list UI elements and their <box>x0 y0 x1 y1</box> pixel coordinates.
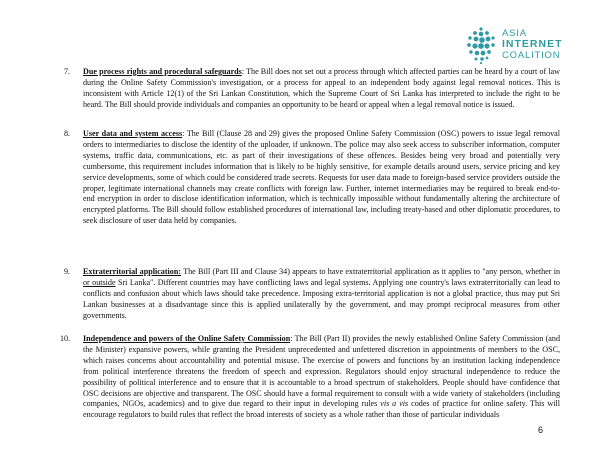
list-item-extraterritorial <box>64 267 560 322</box>
logo-word-coalition: COALITION <box>502 50 561 61</box>
item-number: 7. <box>64 67 71 76</box>
list-item-user-data <box>64 129 560 227</box>
item-body <box>83 129 560 227</box>
item-number: 8. <box>64 129 71 138</box>
logo-word-asia: ASIA <box>502 28 527 39</box>
item-number: 9. <box>64 267 71 276</box>
heading-suffix: : <box>290 334 295 343</box>
item-text-underlined: or outside <box>83 277 116 287</box>
item-text: The Bill (Clause 28 and 29) gives the proposed Online Safety Commission (OSC) powers to issue legal removal orders to intermediaries to disclose the identity of the uploader, if unknown. The police may also seek access to subscriber information, computer systems, traffic data, communications, etc. as part of their investigations of these offences. Besides being very broad and potentially very cumbersome, this requirement includes information that is likely to be highly sensitive, for example details around users, service pricing and key service developments, some of which could be considered trade secrets. Requests for user data made to foreign-based service providers outside the proper, legitimate international channels may create conflicts with foreign law. Further, internet intermediaries may be required to break end-to-end encryption in order to disclose identification information, which is technically impossible without fundamentally altering the architecture of encrypted platforms. The Bill should follow established procedures of international law, including treaty-based and other diplomatic procedures, to seek disclosure of user data held by companies. <box>83 129 560 226</box>
heading-suffix: : <box>241 67 247 76</box>
item-heading: Due process rights and procedural safeguards <box>83 67 242 76</box>
item-text: The Bill does not set out a process through which affected parties can be heard by a court of law during the Online Safety Commission's investigation, or a process for appeal to an independent body against legal removal notices. This is inconsistent with Article 12(1) of the Sri Lankan Constitution, which the Supreme Court of Sri Lanka has interpreted to include the right to be heard. The Bill should provide individuals and companies an opportunity to be heard or appeal when a legal removal notice is issued. <box>83 67 560 109</box>
item-text-after: codes of practice for online safety. This will encourage regulators to build rules that reflect the broad interests of society as a whole rather than those of particular individuals <box>83 399 560 420</box>
item-text-before: The Bill (Part III and Clause 34) appears to have extraterritorial application as it applies to "any person, whether in <box>183 267 560 276</box>
list-item-independence <box>60 334 560 421</box>
item-text-italic: vis a vis <box>380 399 409 409</box>
asia-internet-coalition-logo <box>464 24 582 68</box>
item-body <box>83 334 560 421</box>
item-number: 10. <box>60 334 71 343</box>
page-number: 6 <box>538 425 544 435</box>
dot-grid-logo-icon <box>464 26 498 64</box>
list-item-due-process <box>64 67 560 111</box>
logo-word-internet: INTERNET <box>502 38 563 50</box>
item-text-after: Sri Lanka". Different countries may have conflicting laws and legal systems. Applying one country's laws extraterritorially can lead to conflicts and confusion about which laws should take precedence. Imposing extra-territorial application is not a global practice, thus may put Sri Lankan businesses at a disadvantage since this is applied unilaterally by the government, and may prompt reciprocal measures from other governments. <box>83 277 560 320</box>
item-text-before: The Bill (Part II) provides the newly established Online Safety Commission (and the Minister) expansive powers, while granting the President unprecedented and unfettered discretion in appointments of members to the OSC, which raises concerns about accountability and potential misuse. The exercise of powers and functions by an institution lacking independence from political interference threatens the freedom of speech and expression. Regulators should enjoy structural independence to reduce the possibility of political interference and to ensure that it is accountable to a broad spectrum of stakeholders. People should have confidence that OSC decisions are objective and transparent. The OSC should have a formal requirement to consult with a wide variety of stakeholders (including companies, NGOs, academics) and to give due regard to their input in developing rules <box>83 334 560 409</box>
item-heading: Extraterritorial application: <box>83 267 182 276</box>
item-heading: User data and system access <box>83 129 183 138</box>
item-body <box>83 267 560 322</box>
item-body <box>83 67 560 111</box>
heading-suffix: : <box>182 129 187 138</box>
item-heading: Independence and powers of the Online Safety Commission <box>83 334 291 343</box>
